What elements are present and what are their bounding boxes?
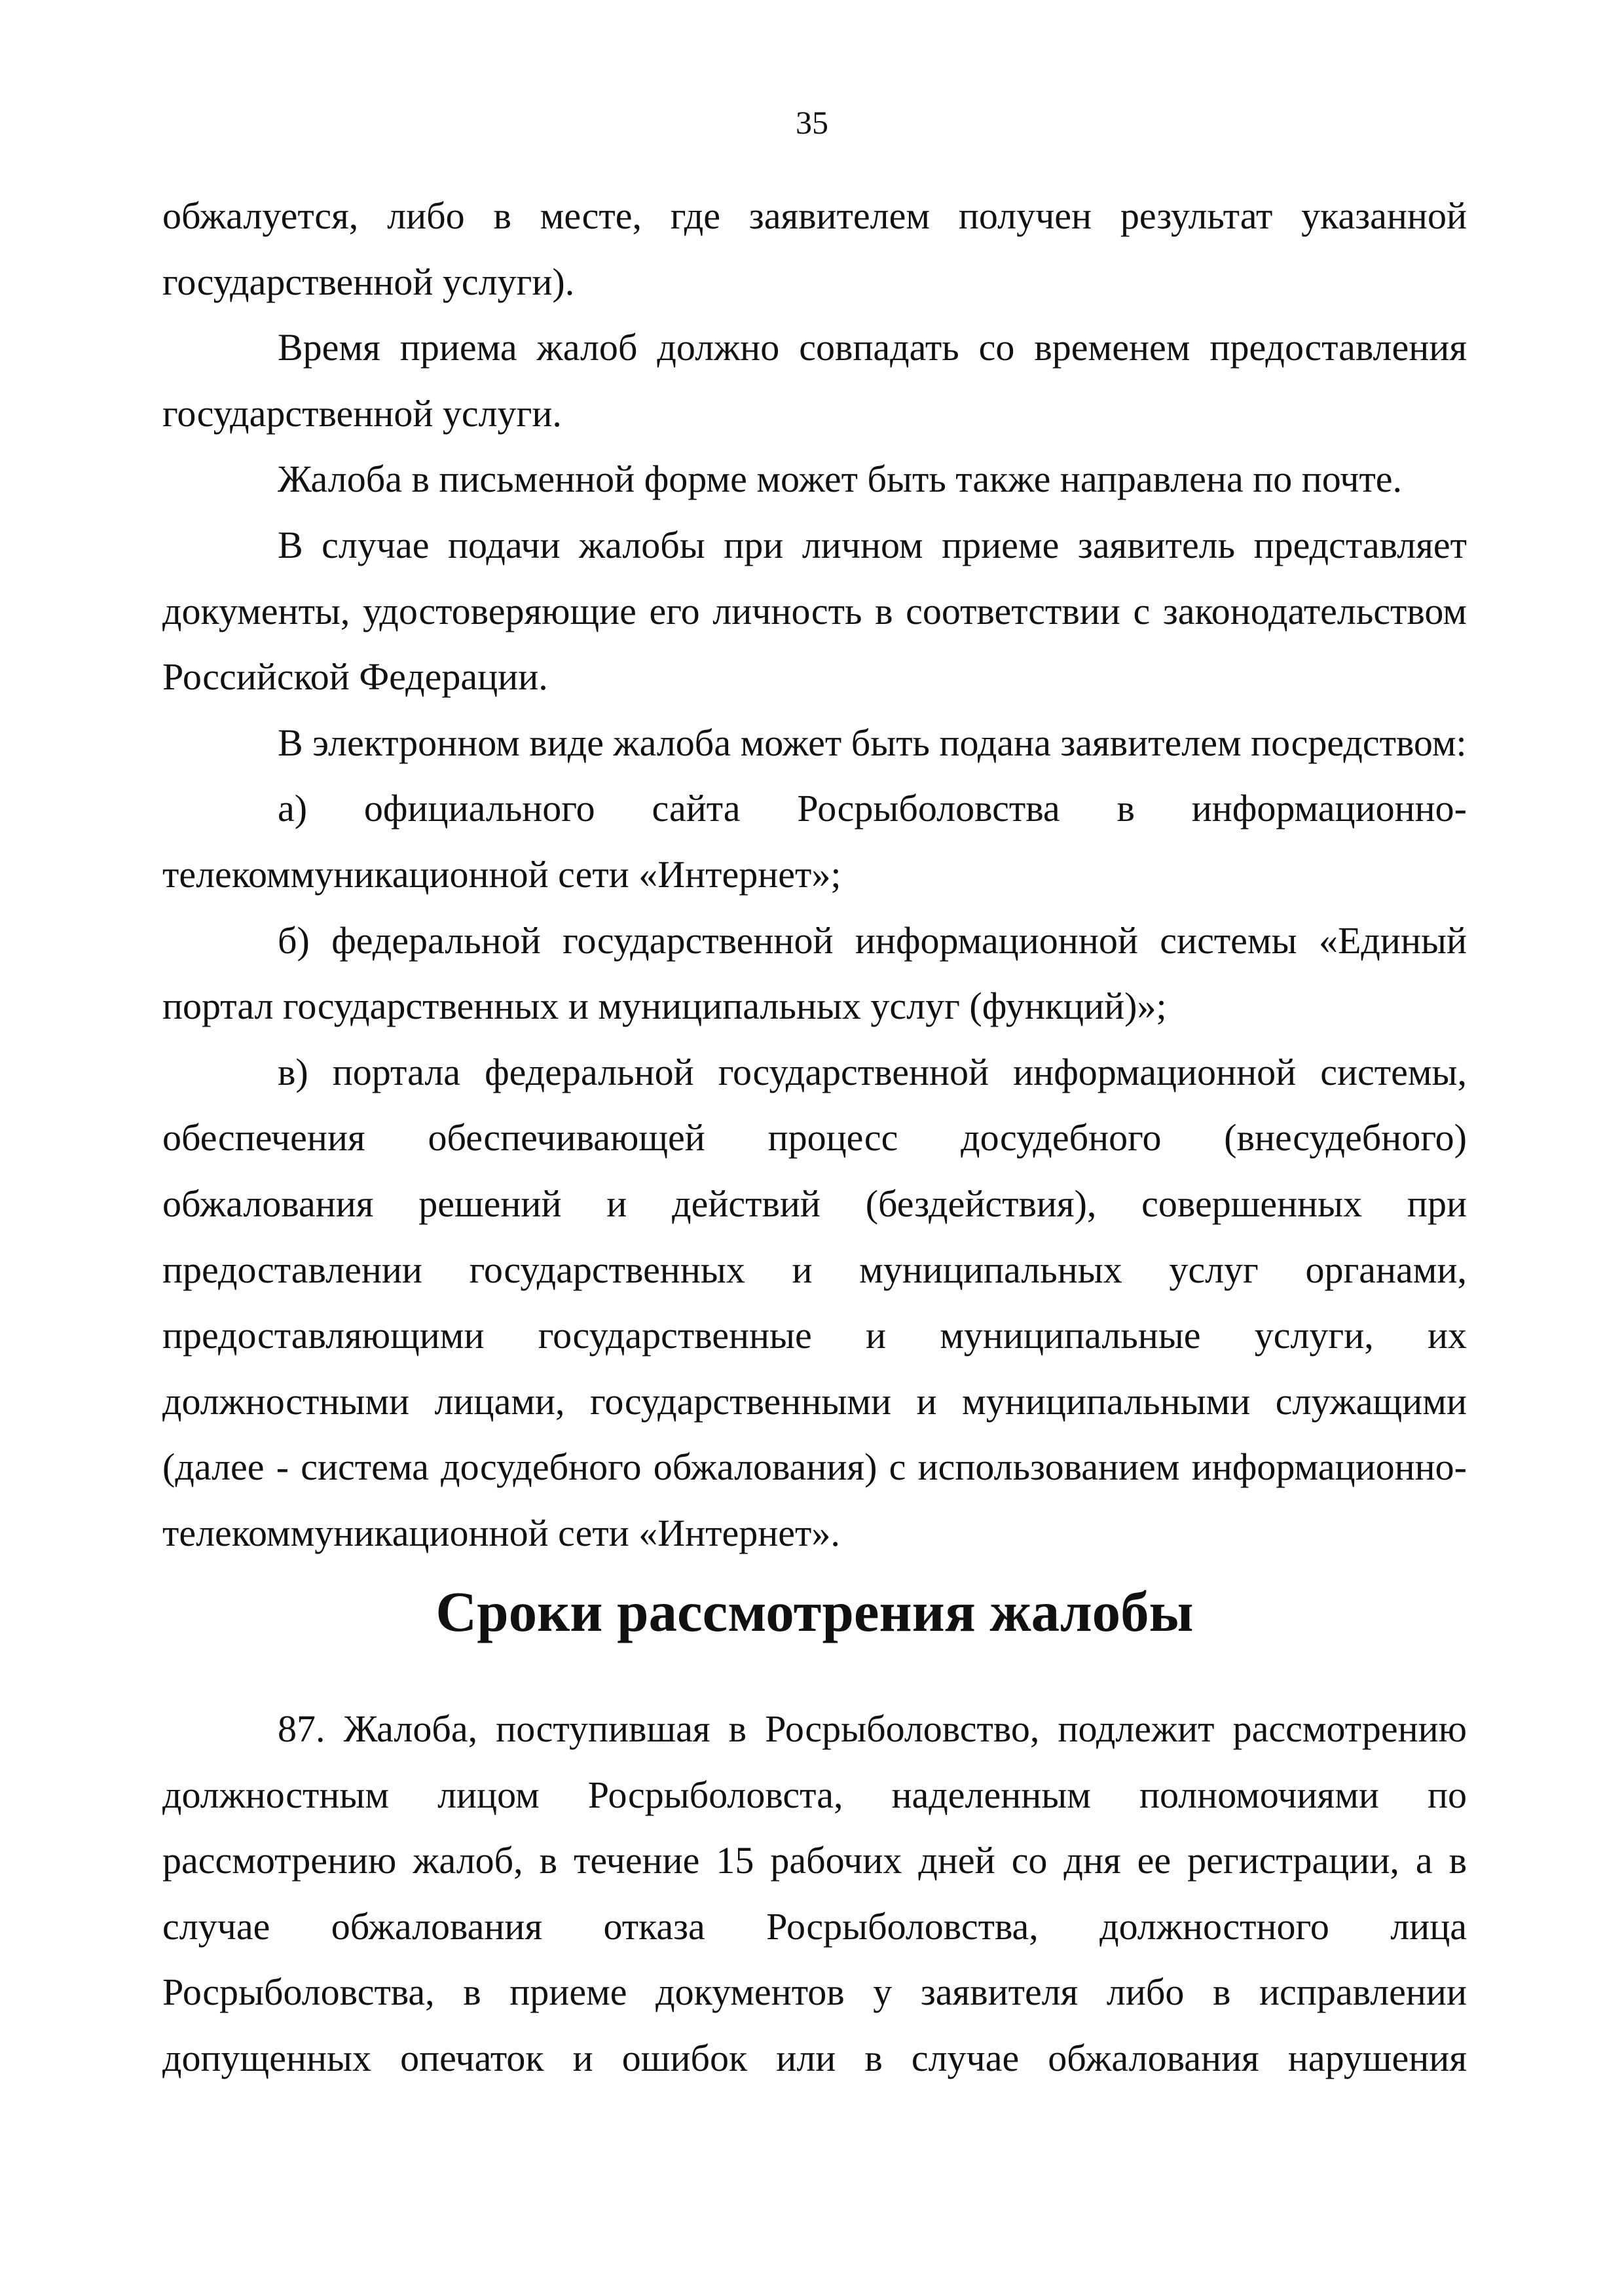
page-number: 35 xyxy=(796,104,828,141)
list-item-b: б) федеральной государственной информационной системы «Единый портал государственных и муниципальных услуг (функций)»; xyxy=(162,919,1467,1028)
paragraph-postal-complaint: Жалоба в письменной форме может быть также направлена по почте. xyxy=(278,458,1403,501)
document-body xyxy=(162,183,1467,2092)
paragraph-complaint-time: Время приема жалоб должно совпадать со временем предоставления государственной услуги. xyxy=(162,326,1467,435)
paragraph-personal-reception: В случае подачи жалобы при личном приеме заявитель представляет документы, удостоверяющие его личность в соответствии с законодательством Российской Федерации. xyxy=(162,523,1467,699)
section-heading: Сроки рассмотрения жалобы xyxy=(435,1580,1194,1644)
paragraph-continuation: обжалуется, либо в месте, где заявителем получен результат указанной государственной услуги). xyxy=(162,194,1467,303)
paragraph-87: 87. Жалоба, поступившая в Росрыболовство, подлежит рассмотрению должностным лицом Росрыболовста, наделенным полномочиями по рассмотрению жалоб, в течение 15 рабочих дней со дня ее регистрации, а в случае обжалования отказа Росрыболовства, должностного лица Росрыболовства, в приеме документов у заявителя либо в исправлении допущенных опечаток и ошибок или в случае обжалования нарушения xyxy=(162,1707,1467,2080)
paragraph-electronic-submission: В электронном виде жалоба может быть подана заявителем посредством: xyxy=(278,721,1467,764)
list-item-v: в) портала федеральной государственной информационной системы, обеспечения обеспечивающей процесс досудебного (внесудебного) обжалования решений и действий (бездействия), совершенных при предоставлении государственных и муниципальных услуг органами, предоставляющими государственные и муниципальные услуги, их должностными лицами, государственными и муниципальными служащими (далее - система досудебного обжалования) с использованием информационно-телекоммуникационной сети «Интернет». xyxy=(162,1050,1467,1554)
list-item-a: а) официального сайта Росрыболовства в информационно-телекоммуникационной сети «Интернет»; xyxy=(162,787,1467,896)
